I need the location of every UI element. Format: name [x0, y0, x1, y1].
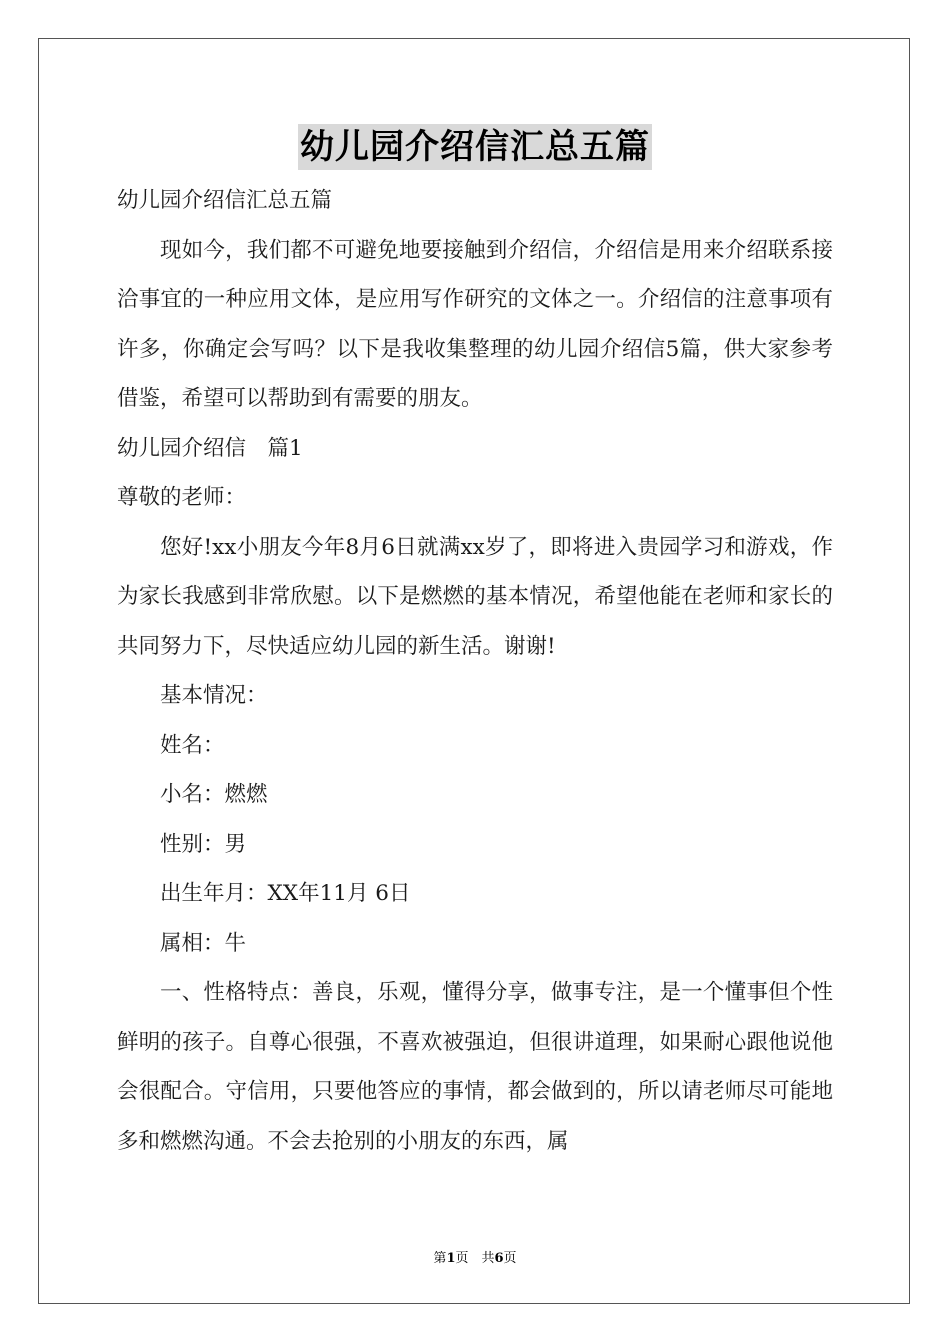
name-line: 姓名：	[160, 732, 225, 758]
section-heading: 幼儿园介绍信 篇1	[117, 435, 303, 461]
gender-line: 性别：男	[160, 831, 247, 857]
birth-line: 出生年月：XX年11月 6日	[160, 881, 411, 906]
document-subtitle: 幼儿园介绍信汇总五篇	[117, 188, 333, 213]
document-body	[117, 176, 833, 1166]
salutation: 尊敬的老师：	[117, 485, 247, 510]
page-mid: 页 共	[455, 1251, 495, 1266]
title-container	[0, 124, 950, 170]
letter-paragraph: 您好!xx小朋友今年8月6日就满xx岁了，即将进入贵园学习和游戏，作为家长我感到非常欣慰。以下是燃燃的基本情况，希望他能在老师和家长的共同努力下，尽快适应幼儿园的新生活。谢谢!	[117, 534, 833, 659]
nickname-line: 小名：燃燃	[160, 782, 268, 807]
zodiac-line: 属相：牛	[160, 930, 247, 956]
intro-paragraph: 现如今，我们都不可避免地要接触到介绍信，介绍信是用来介绍联系接洽事宜的一种应用文体，是应用写作研究的文体之一。介绍信的注意事项有许多，你确定会写吗？以下是我收集整理的幼儿园介绍信5篇，供大家参考借鉴，希望可以帮助到有需要的朋友。	[117, 237, 833, 411]
page-suffix: 页	[503, 1251, 517, 1266]
basic-info-label: 基本情况：	[160, 683, 268, 708]
current-page-number: 1	[446, 1251, 456, 1266]
page-footer	[0, 1247, 950, 1266]
total-page-number: 6	[494, 1251, 504, 1266]
personality-paragraph: 一、性格特点：善良，乐观，懂得分享，做事专注，是一个懂事但个性鲜明的孩子。自尊心很强，不喜欢被强迫，但很讲道理，如果耐心跟他说他会很配合。守信用，只要他答应的事情，都会做到的，所以请老师尽可能地多和燃燃沟通。不会去抢别的小朋友的东西，属	[117, 980, 833, 1154]
document-title: 幼儿园介绍信汇总五篇	[298, 124, 652, 170]
page-prefix: 第	[433, 1251, 447, 1266]
